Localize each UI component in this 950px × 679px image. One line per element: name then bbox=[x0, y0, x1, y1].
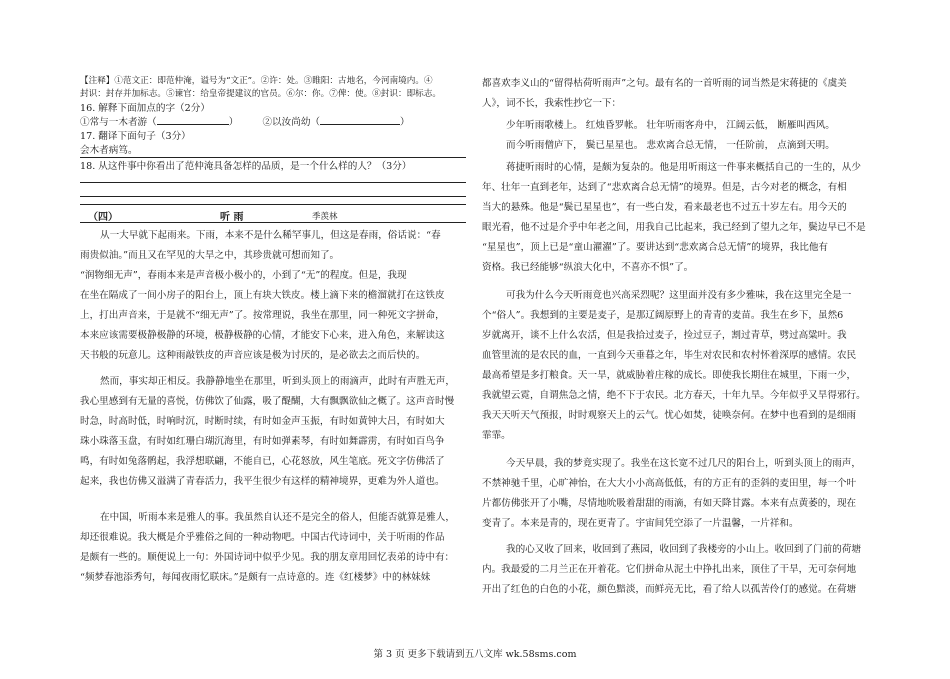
paragraph-line: 不禁神驰千里，心旷神怡，在大大小小高高低低，有的方正有的歪斜的麦田里，每一个叶 bbox=[482, 478, 857, 489]
poem-line-1: 少年听雨歌楼上。 红烛昏罗帐。 壮年听雨客舟中， 江阔云低， 断雁叫西风。 bbox=[506, 120, 835, 131]
paragraph-line: 内。我最爱的二月兰正在开着花。它们拼命从泥土中挣扎出来，顶住了干旱，无可奈何地 bbox=[482, 564, 857, 575]
paragraph-line: 当大的悬殊。他是“鬓已星星也”，有一些白发，看来最老也不过五十岁左右。用今天的 bbox=[482, 202, 847, 213]
paragraph-line: 我天天听天气预报，时时观察天上的云气。忧心如焚，徒唤奈何。在梦中也看到的是细雨 bbox=[482, 410, 857, 421]
paragraph-line: 在中国，听雨本来是雅人的事。我虽然自认还不是完全的俗人，但能否就算是雅人， bbox=[100, 512, 455, 523]
paragraph-line: 在坐在隔成了一间小房子的阳台上，顶上有块大铁皮。楼上滴下来的檐溜就打在这铁皮 bbox=[80, 290, 445, 301]
paragraph-line: 资格。我已经能够“纵浪大化中，不喜亦不惧”了。 bbox=[482, 262, 694, 273]
answer-line[interactable] bbox=[80, 182, 466, 183]
question-18: 18. 从这件事中你看出了范仲淹具备怎样的品质，是一个什么样的人？（3分） bbox=[80, 161, 412, 172]
paragraph-line: 上，打出声音来，于是就不“细无声”了。按常理说，我坐在那里，同一种死文字拼命， bbox=[80, 310, 445, 321]
answer-blank[interactable] bbox=[320, 124, 400, 125]
question-16: 16. 解释下面加点的字（2分） bbox=[80, 103, 210, 114]
paragraph-line: 是颇有一些的。顺便说上一句：外国诗词中似乎少见。我的朋友章用回忆表弟的诗中有： bbox=[80, 552, 455, 563]
paragraph-line: 我心里感到有无量的喜悦，仿佛饮了仙露，吸了醍醐，大有飘飘欲仙之概了。这声音时慢 bbox=[80, 396, 455, 407]
question-16-item-a bbox=[80, 117, 410, 129]
page-footer: 第 3 页 更多下载请到五八文库 wk.58sms.com bbox=[373, 649, 577, 660]
paragraph-line: 个“俗人”。我想到的主要是麦子，是那辽阔原野上的青青的麦苗。我生在乡下，虽然6 bbox=[482, 310, 844, 321]
paragraph-line: 从一大早就下起雨来。下雨，本来不是什么稀罕事儿，但这是春雨，俗话说：“春 bbox=[100, 230, 441, 241]
question-16-a-text: ①常与一木者游（ bbox=[80, 117, 157, 128]
annotation-line-2: 封识：封存并加标志。⑤谏官：给皇帝提建议的官员。⑥尔：你。⑦俾：使。⑧封识：即标志。 bbox=[80, 89, 441, 99]
paragraph-line: 起来，我也仿佛又溢满了青春活力，我平生很少有这样的精神境界，更难为外人道也。 bbox=[80, 476, 445, 487]
paragraph-line: 可我为什么今天听雨竟也兴高采烈呢？这里面并没有多少雅味，我在这里完全是一 bbox=[506, 290, 852, 301]
answer-line[interactable] bbox=[80, 196, 466, 197]
paragraph-line: 都喜欢李义山的“留得枯荷听雨声”之句。最有名的一首听雨的词当然是宋蒋捷的《虞美 bbox=[482, 78, 847, 89]
section-divider-top bbox=[80, 204, 466, 205]
paren-close: ） bbox=[400, 117, 410, 128]
paragraph-line: 蒋捷听雨时的心情，是颇为复杂的。他是用听雨这一件事来概括自己的一生的，从少 bbox=[506, 162, 861, 173]
paragraph-line: 今天早晨，我的梦竟实现了。我坐在这长宽不过几尺的阳台上，听到头顶上的雨声， bbox=[506, 458, 861, 469]
paragraph-line: 片都仿佛张开了小嘴，尽情地吮吸着甜甜的雨滴，有如天降甘露。本来有点黄萎的，现在 bbox=[482, 498, 857, 509]
paragraph-line: 时急，时高时低，时响时沉，时断时续，有时如金声玉振，有时如黄钟大吕，有时如大 bbox=[80, 416, 445, 427]
paragraph-line: 本来应该需要极静极静的环境，极静极静的心情，才能安下心来，进入角色，来解读这 bbox=[80, 330, 445, 341]
question-17-sentence: 会木者病笃。 bbox=[80, 145, 138, 156]
paragraph-line: 眼光看，他不过是介乎中年老之间，用我自己比起来，我已经到了望九之年，鬓边早已不是 bbox=[482, 222, 866, 233]
paragraph-line: “星星也”，顶上已是“童山濯濯”了。要讲达到“悲欢离合总无情”的境界，我比他有 bbox=[482, 242, 829, 253]
paragraph-line: 霏霏。 bbox=[482, 430, 511, 441]
paragraph-line: 我的心又收了回来，收回到了燕园，收回到了我楼旁的小山上。收回到了门前的荷塘 bbox=[506, 544, 861, 555]
paragraph-line: 鸣，有时如兔落鹘起，我浮想联翩，不能自已，心花怒放，风生笔底。死文字仿佛活了 bbox=[80, 456, 445, 467]
answer-blank[interactable] bbox=[157, 124, 229, 125]
paragraph-line: 最高希望是多打粮食。天一旱，就威胁着庄稼的成长。即使我长期住在城里，下雨一少， bbox=[482, 370, 857, 381]
poem-line-2: 而今听雨僧庐下， 鬓已星星也。 悲欢离合总无情， 一任阶前， 点滴到天明。 bbox=[506, 140, 835, 151]
question-17: 17. 翻译下面句子（3分） bbox=[80, 131, 191, 142]
paragraph-line: 人》，词不长，我索性抄它一下： bbox=[482, 98, 622, 109]
section-divider-bottom bbox=[80, 222, 466, 223]
paragraph-line: 血管里流的是农民的血，一直到今天垂暮之年，毕生对农民和农村怀着深厚的感情。农民 bbox=[482, 350, 857, 361]
paragraph-line: 我就望云霓，自谓焦急之情，绝不下于农民。北方春天，十年九旱。今年似乎又旱得邪行。 bbox=[482, 390, 866, 401]
essay-author: 季羡林 bbox=[312, 212, 338, 222]
paragraph-line: 雨贵似油。”而且又在罕见的大旱之中，其珍贵就可想而知了。 bbox=[80, 250, 340, 261]
essay-title: 听 雨 bbox=[220, 212, 244, 223]
paragraph-line: 珠小珠落玉盘，有时如红珊白瑚沉海里，有时如弹素琴，有时如舞霹雳，有时如百鸟争 bbox=[80, 436, 445, 447]
paragraph-line: 却还很难说。我大概是介乎雅俗之间的一种动物吧。中国古代诗词中，关于听雨的作品 bbox=[80, 532, 445, 543]
paragraph-line: 开出了红色的白色的小花，颜色黯淡，而鲜亮无比，看了给人以孤苦伶仃的感觉。在荷塘 bbox=[482, 584, 857, 595]
paragraph-line: “润物细无声”，春雨本来是声音极小极小的，小到了“无”的程度。但是，我现 bbox=[80, 270, 407, 281]
section-label: （四） bbox=[88, 212, 118, 223]
paragraph-line: 年、壮年一直到老年，达到了“悲欢离合总无情”的境界。但是，古今对老的概念，有相 bbox=[482, 182, 847, 193]
paragraph-line: “频梦春池添秀句，每闻夜雨忆联床。”是颇有一点诗意的。连《红楼梦》中的林妹妹 bbox=[80, 572, 431, 583]
paragraph-line: 岁就离开，谈不上什么农活，但是我拾过麦子，捡过豆子，割过青草，劈过高粱叶。我 bbox=[482, 330, 847, 341]
annotation-line-1: 【注释】①范文正：即范仲淹，谥号为“文正”。②许：处。③睢阳：古地名，今河南境内。④ bbox=[80, 76, 433, 86]
paragraph-line: 然而，事实却正相反。我静静地坐在那里，听到头顶上的雨滴声，此时有声胜无声， bbox=[100, 376, 455, 387]
question-16-b-text: ②以汝尚幼（ bbox=[262, 117, 321, 128]
paragraph-line: 天书般的玩意儿。这种雨敲铁皮的声音应该是极为讨厌的，是必欲去之而后快的。 bbox=[80, 350, 426, 361]
paren-close: ） bbox=[228, 117, 239, 128]
paragraph-line: 变青了。本来是青的，现在更青了。宇宙间凭空添了一片温馨，一片祥和。 bbox=[482, 518, 799, 529]
answer-line[interactable] bbox=[80, 157, 466, 158]
